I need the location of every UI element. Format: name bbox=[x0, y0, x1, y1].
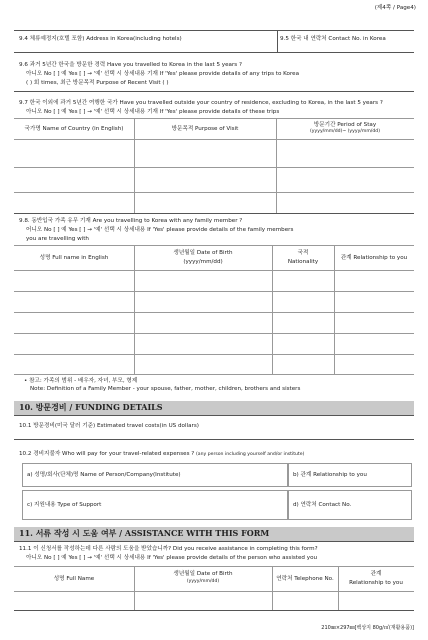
col-header-country: 국가명 Name of Country (in English) bbox=[24, 126, 124, 132]
table-row[interactable] bbox=[14, 291, 414, 312]
q101-travel-costs[interactable]: 10.1 방문경비(미국 달러 기준) Estimated travel costs(in US dollars) bbox=[19, 423, 199, 429]
payer-name-label: a) 성명/회사(단체)명 Name of Person/Company(Institute) bbox=[27, 472, 181, 478]
col-header-assistant-dob-format: (yyyy/mm/dd) bbox=[186, 579, 220, 584]
paper-spec-footer: 210㎜×297㎜[백상지 80g/㎡(재활용품)] bbox=[321, 625, 414, 631]
table-row[interactable] bbox=[14, 591, 414, 610]
col-header-relation-kr: 관계 bbox=[370, 571, 382, 577]
col-header-relation-en: Relationship to you bbox=[349, 580, 403, 586]
table-top-border bbox=[14, 566, 414, 567]
table-row[interactable] bbox=[14, 354, 414, 374]
table-row[interactable] bbox=[14, 192, 414, 213]
q96-times-purpose[interactable]: ( ) 회 times, 최근 방문목적 Purpose of Recent Visit ( ) bbox=[26, 80, 169, 86]
table-row[interactable] bbox=[14, 270, 414, 291]
section-header-assistance: 11. 서류 작성 시 도움 여부 / ASSISTANCE WITH THIS FORM bbox=[14, 527, 414, 541]
family-note-kr: • 참고: 가족의 범위 - 배우자, 자녀, 부모, 형제 bbox=[24, 378, 138, 384]
contact-in-korea-label: 9.5 한국 내 연락처 Contact No. in Korea bbox=[280, 36, 386, 42]
divider bbox=[14, 52, 414, 53]
q98-question: 9.8. 동반입국 가족 유무 기재 Are you travelling to Korea with any family member ? bbox=[19, 218, 243, 224]
page-label: (제4쪽 / Page4) bbox=[374, 5, 416, 11]
col-header-dob-format: (yyyy/mm/dd) bbox=[183, 259, 223, 265]
table-row[interactable] bbox=[14, 167, 414, 192]
col-header-period: 방문기간 Period of Stay bbox=[313, 122, 377, 128]
divider bbox=[14, 541, 414, 542]
column-divider bbox=[134, 118, 135, 213]
col-header-nationality-kr: 국적 bbox=[297, 250, 309, 256]
table-top-border bbox=[14, 245, 414, 246]
col-header-assistant-name: 성명 Full Name bbox=[53, 576, 95, 582]
column-divider bbox=[134, 245, 135, 374]
divider bbox=[14, 439, 414, 440]
address-in-korea-label: 9.4 체류예정지(호텔 포함) Address in Korea(including hotels) bbox=[19, 36, 182, 42]
section-header-funding: 10. 방문경비 / FUNDING DETAILS bbox=[14, 401, 414, 415]
payer-contact-label: d) 연락처 Contact No. bbox=[293, 502, 352, 508]
col-header-name: 성명 Full name in English bbox=[39, 255, 109, 261]
q102-main: 10.2 경비지불자 Who will pay for your travel-related expenses ? bbox=[19, 451, 195, 457]
col-header-assistant-dob: 생년월일 Date of Birth bbox=[173, 571, 233, 577]
column-divider bbox=[134, 566, 135, 610]
divider bbox=[14, 91, 414, 92]
divider bbox=[14, 30, 414, 31]
support-type-label: c) 지원내용 Type of Support bbox=[27, 502, 102, 508]
col-header-nationality-en: Nationality bbox=[287, 259, 319, 265]
table-row-border bbox=[14, 374, 414, 375]
col-header-period-format: (yyyy/mm/dd)~ (yyyy/mm/dd) bbox=[310, 129, 380, 134]
table-bottom-border bbox=[14, 610, 414, 611]
col-header-purpose: 방문목적 Purpose of Visit bbox=[171, 126, 239, 132]
column-divider bbox=[338, 566, 339, 610]
q102-note: (any person including yourself and/or institute) bbox=[196, 452, 305, 457]
table-row[interactable] bbox=[14, 139, 414, 167]
divider bbox=[277, 30, 278, 52]
q97-yes-no[interactable]: 아니오 No [ ] 예 Yes [ ] → '예' 선택 시 상세내용 기재 If 'Yes' please provide details of these trips bbox=[26, 109, 280, 115]
q96-yes-no[interactable]: 아니오 No [ ] 예 Yes [ ] → '예' 선택 시 상세내용 기재 If 'Yes' please provide details of any trips to Korea bbox=[26, 71, 300, 77]
family-note-en: Note: Definition of a Family Member - your spouse, father, mother, children, brothers and sisters bbox=[30, 386, 301, 392]
column-divider bbox=[272, 566, 273, 610]
q97-question: 9.7 한국 이외에 과거 5년간 여행한 국가 Have you travelled outside your country of residence, excluding to Korea, in the last 5 years ? bbox=[19, 100, 383, 106]
q98-line3: you are travelling with bbox=[26, 236, 89, 242]
table-top-border bbox=[14, 118, 414, 119]
table-row[interactable] bbox=[14, 333, 414, 354]
table-bottom-border bbox=[14, 213, 414, 214]
column-divider bbox=[334, 245, 335, 374]
payer-relationship-label: b) 관계 Relationship to you bbox=[293, 472, 367, 478]
q96-question: 9.6 과거 5년간 한국을 방문한 경력 Have you travelled to Korea in the last 5 years ? bbox=[19, 62, 242, 68]
q102-who-pays bbox=[19, 451, 304, 458]
q111-question: 11.1 이 신청서를 작성하는데 다른 사람의 도움을 받았습니까? Did you receive assistance in completing this form? bbox=[19, 546, 318, 552]
column-divider bbox=[276, 118, 277, 213]
q98-yes-no[interactable]: 어니오 No [ ] 예 Yes [ ] → '예' 선택 시 상세내용 If 'Yes' please provide details of the family members bbox=[26, 227, 294, 233]
column-divider bbox=[272, 245, 273, 374]
q111-yes-no[interactable]: 아니오 No [ ] 예 Yes [ ] → '예' 선택 시 상세내용 If 'Yes' please provide details of the person who assisted you bbox=[26, 555, 318, 561]
table-row[interactable] bbox=[14, 312, 414, 333]
divider bbox=[14, 415, 414, 416]
col-header-telephone: 연락처 Telephone No. bbox=[276, 576, 334, 582]
col-header-dob: 생년월일 Date of Birth bbox=[173, 250, 233, 256]
col-header-relationship: 관계 Relationship to you bbox=[340, 255, 408, 261]
